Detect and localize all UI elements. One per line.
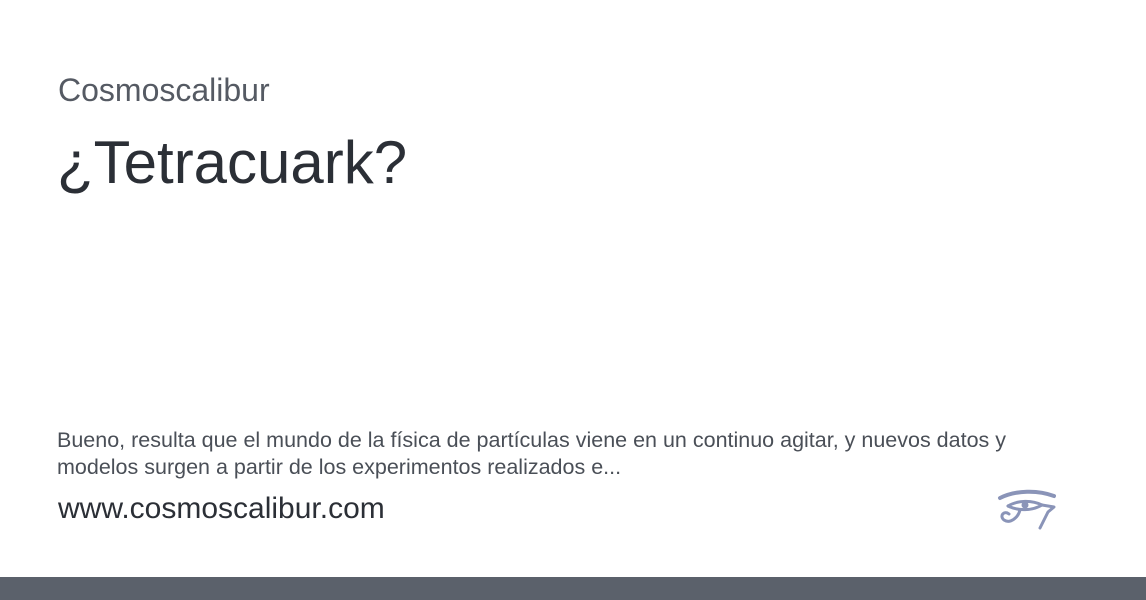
logo-brow xyxy=(1000,492,1054,498)
site-name: Cosmoscalibur xyxy=(58,72,270,108)
logo-pupil xyxy=(1022,502,1029,509)
page-description: Bueno, resulta que el mundo de la física de partículas viene en un continuo agitar, y nuevos datos y modelos surgen a partir de los experimentos realizados e... xyxy=(57,428,1007,479)
site-url[interactable]: www.cosmoscalibur.com xyxy=(58,492,385,525)
logo-strokes xyxy=(1000,492,1054,528)
bottom-bar xyxy=(0,577,1146,600)
logo-spiral xyxy=(1002,510,1020,521)
page-title: ¿Tetracuark? xyxy=(57,129,408,196)
logo-tail xyxy=(1040,505,1054,528)
eye-of-horus-icon xyxy=(996,488,1056,532)
